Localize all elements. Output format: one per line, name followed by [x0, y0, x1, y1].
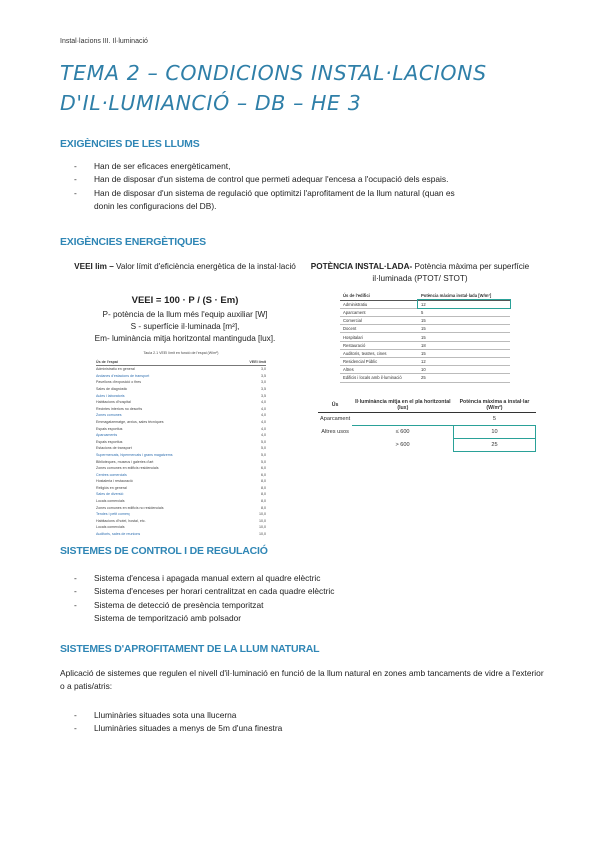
- list-item: - Han de ser eficaces energèticament,: [74, 160, 544, 173]
- table-cell: Centres comercials: [96, 472, 127, 477]
- table-cell: 4,0: [261, 413, 266, 418]
- veei-desc: Valor límit d'eficiència energètica de la instal·lació: [113, 262, 296, 271]
- table-cell: 3,0: [261, 380, 266, 385]
- section-heading-control: SISTEMES DE CONTROL I DE REGULACIÓ: [60, 545, 268, 557]
- list-item: - Sistema d'encesa i apagada manual extern al quadre elèctric: [74, 572, 544, 585]
- table-cell: 5: [492, 416, 497, 422]
- table-row: [96, 485, 266, 492]
- table-cell: Auditoris, teatres, cines: [343, 350, 387, 356]
- table-cell: Biblioteques, museus i galeries d'art: [96, 459, 154, 464]
- table-cell: 8,0: [261, 505, 266, 510]
- table-cell: Docent: [343, 326, 357, 332]
- table-row: [96, 498, 266, 505]
- table-cell: 5,0: [261, 452, 266, 457]
- table-row: [96, 393, 266, 400]
- table-row: [340, 358, 510, 366]
- table-cell: Emmagatzematge, arxius, sales tècniques: [96, 419, 164, 424]
- table-cell: 6,0: [261, 472, 266, 477]
- table-cell: Comercial: [343, 318, 362, 324]
- table-row: [96, 399, 266, 406]
- table-row: [340, 349, 510, 357]
- table-row: [96, 419, 266, 426]
- table-cell: Zones comunes en edificis no residencials: [96, 505, 164, 510]
- table-row: [96, 511, 266, 518]
- table-row: [96, 505, 266, 512]
- power-table: [340, 292, 510, 383]
- table-cell: 6,0: [261, 466, 266, 471]
- variable-line: S - superfície il·luminada [m²],: [130, 322, 240, 331]
- table-row: [96, 478, 266, 485]
- table-cell: Sales de diagnòstic: [96, 386, 128, 391]
- table-row: [96, 472, 266, 479]
- table-cell: Altres: [343, 367, 354, 373]
- table-cell: > 600: [395, 442, 410, 448]
- table-row: [96, 439, 266, 446]
- table-row: [340, 333, 510, 341]
- table-cell: 4,0: [261, 419, 266, 424]
- table-cell: 8,0: [261, 499, 266, 504]
- table-cell: Aules i laboratoris: [96, 393, 125, 398]
- table-cell: 10: [453, 426, 535, 439]
- veei-formula: VEEI = 100 · P / (S · Em): [131, 295, 239, 306]
- table-row: [96, 366, 266, 373]
- control-list: [74, 572, 544, 626]
- table-cell: Zones comunes: [96, 413, 122, 418]
- list-item: donin les configuracions del DB).: [94, 201, 217, 212]
- aprofitament-list: [74, 709, 544, 736]
- table-cell: Edificis i locals amb il·luminació: [343, 375, 402, 381]
- table-cell: Administratiu: [343, 301, 368, 307]
- table-row: [96, 531, 266, 538]
- list-item: - Han de disposar d'un sistema de control que permeti adequar l'encesa a l'ocupació dels espais.: [74, 173, 544, 186]
- variable-line: P- potència de la llum més l'equip auxiliar [W]: [102, 310, 268, 319]
- table-row: [340, 300, 510, 308]
- table-cell: Hostaleria i restauració: [96, 479, 133, 484]
- table-row: [318, 439, 536, 452]
- table-row: [96, 524, 266, 531]
- table-row: [340, 374, 510, 382]
- col-header: Ús de l'espai: [96, 359, 118, 364]
- table-cell: 5: [420, 309, 424, 315]
- table-row: [340, 317, 510, 325]
- table-cell: Estacions de transport: [96, 446, 132, 451]
- list-item: - Lluminàries situades sota una llucerna: [74, 709, 544, 722]
- table-cell: 12: [420, 359, 426, 365]
- table-cell: 3,0: [261, 367, 266, 372]
- veei-limit-table: [96, 350, 266, 538]
- table-cell: 5,0: [261, 459, 266, 464]
- table-cell: 15: [420, 326, 426, 332]
- table-cell: 12: [418, 300, 510, 308]
- table-cell: 4,0: [261, 426, 266, 431]
- col-header: Potència màxima instal·lada [W/m²]: [420, 293, 492, 299]
- potencia-desc: Potència màxima per superfície il·luminada (PTOT/ STOT): [372, 262, 530, 283]
- table-cell: Auditoris, sales de reunions: [96, 532, 141, 537]
- variable-line: Em- luminància mitja horitzontal mantinguda [lux].: [94, 334, 276, 343]
- table-cell: 3,5: [261, 393, 266, 398]
- list-item: - Lluminàries situades a menys de 5m d'una finestra: [74, 722, 544, 735]
- table-cell: Altres usos: [321, 429, 349, 435]
- list-item: - Sistema d'enceses per horari centralitzat en cada quadre elèctric: [74, 585, 544, 598]
- table-cell: 3,5: [261, 386, 266, 391]
- table-cell: Andanes d'estacions de transport: [96, 373, 150, 378]
- title-line-2: D'IL·LUMIANCIÓ – DB – HE 3: [60, 91, 362, 115]
- veei-variables: [70, 309, 300, 345]
- table-cell: 5,0: [261, 439, 266, 444]
- table-cell: 15: [420, 350, 426, 356]
- table-cell: 10,0: [259, 512, 266, 517]
- section-heading-llums: EXIGÈNCIES DE LES LLUMS: [60, 138, 200, 150]
- lower-power-table: [318, 398, 536, 452]
- table-cell: Locals comercials: [96, 499, 125, 504]
- table-cell: 25: [453, 439, 535, 452]
- table-cell: 10,0: [259, 518, 266, 523]
- table-row: [96, 373, 266, 380]
- table-row: [96, 465, 266, 472]
- table-row: [340, 325, 510, 333]
- table-cell: Pavellons d'exposició o fires: [96, 380, 142, 385]
- title-line-1: TEMA 2 – CONDICIONS INSTAL·LACIONS: [60, 61, 487, 85]
- table-cell: 10,0: [259, 532, 266, 537]
- table-row: [340, 366, 510, 374]
- table-cell: 3,5: [261, 373, 266, 378]
- table-row: [96, 426, 266, 433]
- table-cell: Aparcaments: [96, 433, 118, 438]
- table-cell: Habitacions d'hospital: [96, 400, 131, 405]
- table-row: [96, 459, 266, 466]
- table-cell: Residencial Públic: [343, 359, 378, 365]
- table-row: [96, 432, 266, 439]
- table-cell: Sales de diversió: [96, 492, 124, 497]
- table-cell: Tendes i petit comerç: [96, 512, 130, 517]
- table-row: [96, 491, 266, 498]
- section-heading-aprofitament: SISTEMES D'APROFITAMENT DE LA LLUM NATURAL: [60, 643, 320, 655]
- table-cell: 15: [420, 318, 426, 324]
- table-cell: 8,0: [261, 492, 266, 497]
- table-cell: Espais esportius: [96, 439, 123, 444]
- table-cell: Recintes interiors no descrits: [96, 406, 143, 411]
- table-cell: Hospitalari: [343, 334, 363, 340]
- col-header: Ús de l'edifici: [343, 293, 370, 299]
- table-cell: 4,0: [261, 400, 266, 405]
- list-item: Sistema de temporització amb polsador: [94, 613, 242, 624]
- table-cell: 8,0: [261, 479, 266, 484]
- table-cell: Restauració: [343, 342, 366, 348]
- table-row: [340, 308, 510, 316]
- table-title: Taula 2.1 VEEI límit en funció de l'espai (W/m²): [143, 351, 219, 355]
- col-header: VEEI límit: [249, 359, 266, 364]
- table-cell: ≤ 600: [352, 426, 453, 439]
- table-cell: Supermercats, hipermercats i grans magatzems: [96, 452, 173, 457]
- potencia-description: [310, 261, 530, 285]
- table-row: [96, 518, 266, 525]
- table-row: [96, 406, 266, 413]
- table-row: [96, 445, 266, 452]
- table-cell: Locals comercials: [96, 525, 125, 530]
- col-header: Potència màxima a instal·lar (W/m²): [453, 398, 535, 413]
- table-row: [318, 413, 536, 426]
- table-cell: [352, 413, 453, 426]
- section-heading-energetiques: EXIGÈNCIES ENERGÈTIQUES: [60, 236, 206, 248]
- table-cell: 25: [420, 375, 426, 381]
- table-cell: 10: [420, 367, 426, 373]
- table-cell: 4,0: [261, 433, 266, 438]
- table-row: [96, 379, 266, 386]
- aprofitament-paragraph: Aplicació de sistemes que regulen el nivell d'il·luminació en funció de la llum natural en zones amb tancaments de vidre a l'exterior o a patis/atris:: [60, 668, 544, 691]
- table-cell: Espais esportius: [96, 426, 123, 431]
- table-row: [96, 412, 266, 419]
- table-cell: 10,0: [259, 525, 266, 530]
- table-row: [318, 426, 536, 439]
- col-header: Il·luminància mitja en el pla horitzontal (lux): [352, 398, 453, 413]
- page-title: [60, 58, 550, 118]
- table-header: [96, 359, 266, 367]
- table-cell: 15: [420, 334, 426, 340]
- llums-list: [74, 160, 544, 214]
- table-cell: 18: [420, 342, 426, 348]
- veei-description: [70, 261, 300, 273]
- table-body: [96, 366, 266, 537]
- table-row: [96, 386, 266, 393]
- potencia-label: POTÈNCIA INSTAL·LADA-: [310, 262, 413, 271]
- table-cell: 8,0: [261, 485, 266, 490]
- veei-label: VEEI lim –: [74, 262, 114, 271]
- table-row: [340, 341, 510, 349]
- table-cell: 4,0: [261, 406, 266, 411]
- header-label: Instal·lacions III. Il·luminació: [60, 38, 148, 45]
- table-cell: [318, 439, 352, 452]
- table-cell: Aparcament: [343, 309, 366, 315]
- table-cell: Religiós en general: [96, 485, 127, 490]
- table-cell: Habitacions d'hotel, hostal, etc.: [96, 518, 146, 523]
- table-cell: Zones comunes en edificis residencials: [96, 466, 159, 471]
- col-header: Ús: [318, 398, 352, 413]
- table-row: [96, 452, 266, 459]
- list-item: - Han de disposar d'un sistema de regulació que optimitzi l'aprofitament de la llum natural (quan es: [74, 187, 544, 200]
- table-cell: 5,0: [261, 446, 266, 451]
- table-cell: Aparcament: [320, 416, 351, 423]
- table-cell: Administratiu en general: [96, 367, 135, 372]
- list-item: - Sistema de detecció de presència temporitzat: [74, 599, 544, 612]
